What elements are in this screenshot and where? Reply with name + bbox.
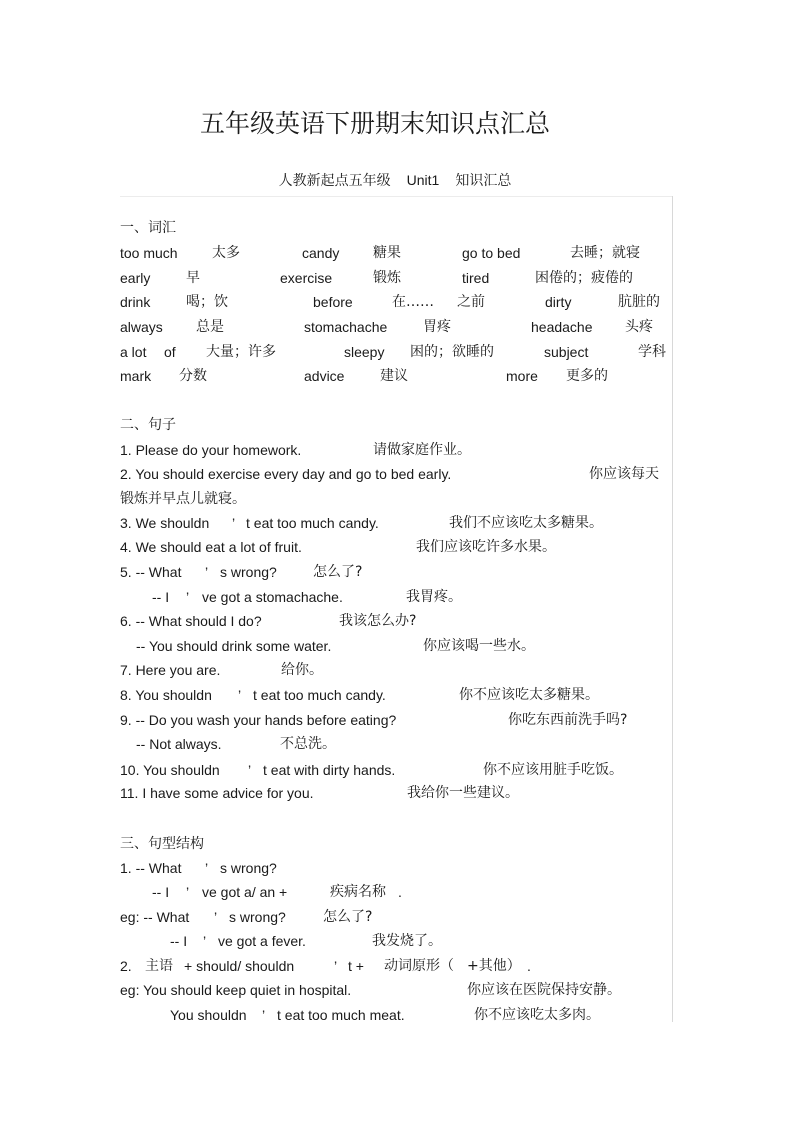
- vocab-meaning: 锻炼: [373, 270, 401, 286]
- sentence-en: -- You should drink some water.: [136, 638, 332, 654]
- example-en: eg: -- What: [120, 909, 190, 925]
- sentence-zh: 给你。: [281, 662, 323, 678]
- subtitle-topic: 知识汇总: [455, 173, 512, 189]
- vocab-meaning: 肮脏的: [618, 294, 660, 310]
- example-en: t eat too much meat.: [277, 1007, 405, 1023]
- sentence-en: 10. You shouldn: [120, 762, 220, 778]
- vocab-word: advice: [304, 368, 345, 384]
- vocab-word: tired: [462, 270, 490, 286]
- content-right-border: [672, 196, 673, 1022]
- vocab-meaning: 建议: [380, 368, 408, 384]
- vocab-meaning: 喝；饮: [186, 294, 228, 310]
- vocab-word: stomachache: [304, 319, 388, 335]
- vocab-meaning: 分数: [179, 368, 207, 384]
- pattern-zh: 主语: [145, 958, 173, 974]
- vocab-meaning: 胃疼: [423, 319, 451, 335]
- example-en: -- I: [170, 933, 188, 949]
- pattern-en: .: [398, 884, 402, 900]
- pattern-en: 2.: [120, 958, 132, 974]
- content-top-border: [120, 196, 673, 197]
- pattern-zh: 疾病名称: [330, 884, 386, 900]
- pattern-en: s wrong?: [220, 860, 277, 876]
- subtitle-publisher: 人教新起点五年级: [278, 173, 391, 189]
- sentence-en: 3. We shouldn: [120, 515, 210, 531]
- subtitle-unit: Unit1: [406, 172, 440, 188]
- apostrophe: ’: [205, 564, 209, 580]
- sentence-zh: 你吃东西前洗手吗?: [508, 712, 628, 728]
- example-en: s wrong?: [229, 909, 286, 925]
- sentence-en: -- Not always.: [136, 736, 222, 752]
- sentence-zh: 我们不应该吃太多糖果。: [449, 515, 603, 531]
- apostrophe: ’: [334, 958, 338, 974]
- pattern-en: t +: [348, 958, 364, 974]
- sentence-zh: 我胃疼。: [406, 589, 462, 605]
- vocab-meaning: 早: [186, 270, 200, 286]
- example-zh: 怎么了?: [323, 909, 373, 925]
- vocab-word: always: [120, 319, 163, 335]
- apostrophe: ’: [203, 933, 207, 949]
- apostrophe: ’: [262, 1007, 266, 1023]
- sentence-zh: 你应该每天: [589, 466, 659, 482]
- sentence-zh: 你不应该用脏手吃饭。: [483, 762, 623, 778]
- sentence-en: ve got a stomachache.: [202, 589, 343, 605]
- sentence-zh: 怎么了?: [313, 564, 363, 580]
- pattern-en: .: [527, 958, 531, 974]
- vocab-word: headache: [531, 319, 593, 335]
- vocab-word: a lot: [120, 344, 147, 360]
- page-title: 五年级英语下册期末知识点汇总: [199, 109, 550, 138]
- vocab-meaning: 糖果: [373, 245, 401, 261]
- sentence-en: s wrong?: [220, 564, 277, 580]
- vocab-word: before: [313, 294, 353, 310]
- sentence-zh: 我给你一些建议。: [407, 785, 519, 801]
- vocab-meaning: 困的；欲睡的: [410, 344, 494, 360]
- vocab-word: early: [120, 270, 151, 286]
- sentence-zh: 我们应该吃许多水果。: [416, 539, 556, 555]
- sentence-en: 7. Here you are.: [120, 662, 221, 678]
- example-zh: 我发烧了。: [372, 933, 442, 949]
- pattern-en: + should/ shouldn: [184, 958, 295, 974]
- vocab-word: candy: [302, 245, 340, 261]
- sentence-en: 2. You should exercise every day and go to bed early.: [120, 466, 452, 482]
- patterns-heading: 三、句型结构: [120, 836, 204, 852]
- sentence-zh: 我该怎么办?: [339, 613, 417, 629]
- example-en: eg: You should keep quiet in hospital.: [120, 982, 352, 998]
- sentence-en: 11. I have some advice for you.: [120, 785, 314, 801]
- vocab-meaning: 更多的: [566, 368, 608, 384]
- vocab-meaning: 困倦的；疲倦的: [535, 270, 633, 286]
- vocab-meaning: 在……: [392, 294, 434, 310]
- vocab-meaning: 学科: [638, 344, 666, 360]
- pattern-en: ve got a/ an +: [202, 884, 288, 900]
- apostrophe: ’: [232, 515, 236, 531]
- vocab-word: drink: [120, 294, 151, 310]
- sentence-en: -- I: [152, 589, 170, 605]
- sentence-en: 5. -- What: [120, 564, 182, 580]
- subtitle: [0, 170, 790, 190]
- vocab-meaning: 去睡；就寝: [570, 245, 640, 261]
- vocab-word: dirty: [545, 294, 572, 310]
- sentence-zh: 请做家庭作业。: [373, 442, 471, 458]
- pattern-zh: 动词原形（: [384, 958, 454, 974]
- vocab-meaning: 大量；许多: [206, 344, 276, 360]
- apostrophe: ’: [205, 860, 209, 876]
- sentence-zh: 你应该喝一些水。: [423, 638, 535, 654]
- example-zh: 你不应该吃太多肉。: [474, 1007, 600, 1023]
- vocab-word: of: [164, 344, 176, 360]
- sentence-en: 4. We should eat a lot of fruit.: [120, 539, 302, 555]
- vocab-word: more: [506, 368, 538, 384]
- sentence-en: 1. Please do your homework.: [120, 442, 302, 458]
- sentence-en: 6. -- What should I do?: [120, 613, 262, 629]
- sentence-en: t eat with dirty hands.: [263, 762, 396, 778]
- apostrophe: ’: [186, 884, 190, 900]
- vocab-heading: 一、词汇: [120, 220, 176, 236]
- vocab-word: too much: [120, 245, 178, 261]
- vocab-word: subject: [544, 344, 589, 360]
- example-zh: 你应该在医院保持安静。: [467, 982, 621, 998]
- pattern-en: 1. -- What: [120, 860, 182, 876]
- sentence-en: 8. You shouldn: [120, 687, 212, 703]
- sentence-zh: 锻炼并早点儿就寝。: [120, 491, 246, 507]
- sentence-en: t eat too much candy.: [253, 687, 386, 703]
- sentence-zh: 你不应该吃太多糖果。: [459, 687, 599, 703]
- pattern-en: -- I: [152, 884, 170, 900]
- vocab-word: sleepy: [344, 344, 385, 360]
- example-en: ve got a fever.: [218, 933, 306, 949]
- pattern-zh: +其他）: [467, 958, 521, 974]
- vocab-word: go to bed: [462, 245, 521, 261]
- apostrophe: ’: [238, 687, 242, 703]
- sentence-en: t eat too much candy.: [246, 515, 379, 531]
- example-en: You shouldn: [170, 1007, 247, 1023]
- vocab-word: exercise: [280, 270, 333, 286]
- vocab-meaning: 头疼: [625, 319, 653, 335]
- apostrophe: ’: [186, 589, 190, 605]
- apostrophe: ’: [248, 762, 252, 778]
- vocab-meaning: 总是: [196, 319, 224, 335]
- vocab-meaning: 之前: [457, 294, 485, 310]
- sentence-en: 9. -- Do you wash your hands before eating?: [120, 712, 397, 728]
- sentences-heading: 二、句子: [120, 417, 176, 433]
- sentence-zh: 不总洗。: [280, 736, 336, 752]
- apostrophe: ’: [214, 909, 218, 925]
- vocab-meaning: 太多: [212, 245, 240, 261]
- vocab-word: mark: [120, 368, 152, 384]
